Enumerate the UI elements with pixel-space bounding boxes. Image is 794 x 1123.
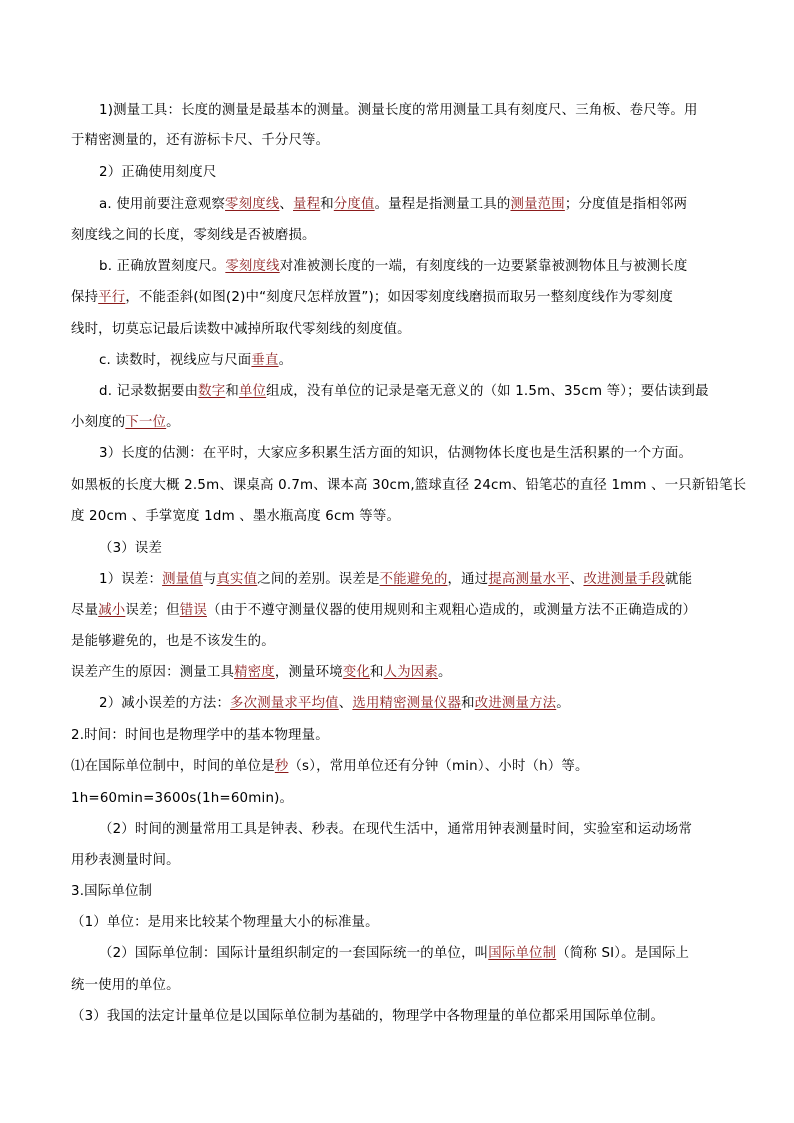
text-line bbox=[71, 132, 329, 150]
text-line bbox=[71, 790, 293, 808]
text-run: 。 bbox=[556, 696, 570, 711]
text-line bbox=[71, 664, 452, 682]
keyword-highlight: 单位 bbox=[238, 384, 267, 399]
keyword-highlight: 变化 bbox=[342, 665, 371, 680]
text-line bbox=[99, 258, 687, 276]
text-run: （1）单位：是用来比较某个物理量大小的标准量。 bbox=[71, 915, 379, 930]
text-run: 用秒表测量时间。 bbox=[71, 853, 180, 868]
text-line bbox=[71, 914, 379, 932]
text-run: 、 bbox=[338, 696, 353, 711]
text-run: 如黑板的长度大概 2.5m、课桌高 0.7m、课本高 30cm,篮球直径 24cm、铅笔芯的直径 1mm 、一只新铅笔长 bbox=[71, 478, 747, 493]
keyword-highlight: 零刻度线 bbox=[225, 197, 280, 212]
keyword-highlight: 错误 bbox=[179, 603, 207, 618]
text-line bbox=[71, 977, 180, 995]
keyword-highlight: 量程 bbox=[293, 197, 321, 212]
keyword-highlight: 不能避免的 bbox=[379, 572, 448, 587]
keyword-highlight: 精密度 bbox=[234, 665, 275, 680]
text-run: 和 bbox=[320, 197, 334, 212]
text-run: 误差产生的原因：测量工具 bbox=[71, 665, 235, 680]
text-run: 与 bbox=[202, 572, 217, 587]
text-run: 和 bbox=[225, 384, 239, 399]
text-run: 3.国际单位制 bbox=[71, 884, 153, 899]
text-run: （3）误差 bbox=[99, 541, 163, 556]
keyword-highlight: 测量值 bbox=[162, 572, 203, 587]
text-run: 刻度线之间的长度，零刻线是否被磨损。 bbox=[71, 228, 316, 243]
text-run: 2）减小误差的方法： bbox=[99, 696, 231, 711]
text-run: 3）长度的估测：在平时，大家应多积累生活方面的知识，估测物体长度也是生活积累的一个方面。 bbox=[99, 446, 693, 461]
text-run: 和 bbox=[461, 696, 475, 711]
text-run: 误差；但 bbox=[125, 603, 180, 618]
keyword-highlight: 下一位 bbox=[125, 415, 167, 430]
text-run: 。 bbox=[437, 665, 452, 680]
text-line bbox=[71, 758, 589, 776]
text-run: 1）误差： bbox=[99, 572, 163, 587]
text-run: 组成，没有单位的记录是毫无意义的（如 1.5m、35cm 等）；要估读到最 bbox=[266, 384, 709, 399]
text-line bbox=[71, 508, 400, 526]
text-run: 于精密测量的，还有游标卡尺、千分尺等。 bbox=[71, 133, 330, 148]
text-run: b. 正确放置刻度尺。 bbox=[99, 259, 226, 274]
text-run: 2）正确使用刻度尺 bbox=[99, 165, 217, 180]
text-line bbox=[99, 695, 570, 713]
text-line bbox=[99, 445, 692, 463]
text-line bbox=[71, 321, 411, 339]
text-run: （s），常用单位还有分钟（min）、小时（h）等。 bbox=[288, 759, 589, 774]
text-run: ；分度值是指相邻两 bbox=[564, 197, 688, 212]
text-line bbox=[71, 1008, 664, 1026]
keyword-highlight: 平行 bbox=[98, 290, 126, 305]
text-run: ，通过 bbox=[447, 572, 489, 587]
text-run: 度 20cm 、手掌宽度 1dm 、墨水瓶高度 6cm 等等。 bbox=[71, 509, 401, 524]
section-heading bbox=[71, 883, 152, 901]
text-run: （2）国际单位制：国际计量组织制定的一套国际统一的单位，叫 bbox=[99, 946, 489, 961]
keyword-highlight: 多次测量求平均值 bbox=[230, 696, 339, 711]
text-line bbox=[71, 414, 180, 432]
text-run: 统一使用的单位。 bbox=[71, 978, 180, 993]
text-run: 是能够避免的，也是不该发生的。 bbox=[71, 634, 275, 649]
section-heading bbox=[99, 540, 162, 558]
text-run: 和 bbox=[370, 665, 384, 680]
keyword-highlight: 改进测量方法 bbox=[474, 696, 557, 711]
text-run: 、 bbox=[279, 197, 294, 212]
text-run: 、 bbox=[569, 572, 584, 587]
keyword-highlight: 改进测量手段 bbox=[583, 572, 665, 587]
text-line bbox=[71, 289, 673, 307]
text-run: （由于不遵守测量仪器的使用规则和主观粗心造成的，或测量方法不正确造成的） bbox=[206, 603, 697, 618]
text-line bbox=[99, 352, 292, 370]
text-run: d. 记录数据要由 bbox=[99, 384, 199, 399]
text-run: 尽量 bbox=[71, 603, 99, 618]
section-heading bbox=[71, 727, 329, 745]
text-line bbox=[99, 196, 687, 214]
keyword-highlight: 零刻度线 bbox=[225, 259, 280, 274]
text-run: 1)测量工具：长度的测量是最基本的测量。测量长度的常用测量工具有刻度尺、三角板、卷尺等。用 bbox=[99, 103, 698, 118]
text-run: 保持 bbox=[71, 290, 99, 305]
text-run: 小刻度的 bbox=[71, 415, 126, 430]
keyword-highlight: 提高测量水平 bbox=[488, 572, 570, 587]
text-line bbox=[71, 602, 696, 620]
text-run: 。 bbox=[166, 415, 180, 430]
text-line bbox=[99, 945, 689, 963]
keyword-highlight: 国际单位制 bbox=[488, 946, 557, 961]
text-run: a. 使用前要注意观察 bbox=[99, 197, 226, 212]
keyword-highlight: 分度值 bbox=[333, 197, 375, 212]
keyword-highlight: 秒 bbox=[274, 759, 289, 774]
text-run: c. 读数时，视线应与尺面 bbox=[99, 353, 252, 368]
text-line bbox=[99, 571, 692, 589]
text-line bbox=[99, 821, 692, 839]
text-run: 2.时间：时间也是物理学中的基本物理量。 bbox=[71, 728, 329, 743]
text-run: （2）时间的测量常用工具是钟表、秒表。在现代生活中，通常用钟表测量时间，实验室和运动场常 bbox=[99, 822, 693, 837]
text-run: ，测量环境 bbox=[274, 665, 343, 680]
text-run: （简称 SI）。是国际上 bbox=[556, 946, 690, 961]
text-line bbox=[71, 477, 746, 495]
text-run: 。量程是指测量工具的 bbox=[374, 197, 511, 212]
keyword-highlight: 真实值 bbox=[216, 572, 258, 587]
text-run: ⑴在国际单位制中，时间的单位是 bbox=[71, 759, 275, 774]
text-run: （3）我国的法定计量单位是以国际单位制为基础的，物理学中各物理量的单位都采用国际单位制。 bbox=[71, 1009, 665, 1024]
keyword-highlight: 测量范围 bbox=[510, 197, 565, 212]
text-run: ，不能歪斜(如图(2)中“刻度尺怎样放置”)；如因零刻度线磨损而取另一整刻度线作为零刻度 bbox=[125, 290, 673, 305]
text-run: 对准被测长度的一端，有刻度线的一边要紧靠被测物体且与被测长度 bbox=[279, 259, 688, 274]
text-line bbox=[71, 633, 275, 651]
text-line bbox=[99, 383, 709, 401]
text-run: 之间的差别。误差是 bbox=[257, 572, 380, 587]
keyword-highlight: 数字 bbox=[198, 384, 226, 399]
text-line bbox=[99, 164, 216, 182]
text-line bbox=[99, 102, 698, 120]
keyword-highlight: 减小 bbox=[98, 603, 126, 618]
keyword-highlight: 垂直 bbox=[251, 353, 279, 368]
text-run: 就能 bbox=[665, 572, 693, 587]
keyword-highlight: 人为因素 bbox=[383, 665, 438, 680]
text-run: 线时，切莫忘记最后读数中减掉所取代零刻线的刻度值。 bbox=[71, 322, 411, 337]
text-run: 1h=60min=3600s(1h=60min)。 bbox=[71, 791, 294, 806]
keyword-highlight: 选用精密测量仪器 bbox=[352, 696, 462, 711]
text-line bbox=[71, 227, 316, 245]
text-run: 。 bbox=[278, 353, 293, 368]
text-line bbox=[71, 852, 180, 870]
